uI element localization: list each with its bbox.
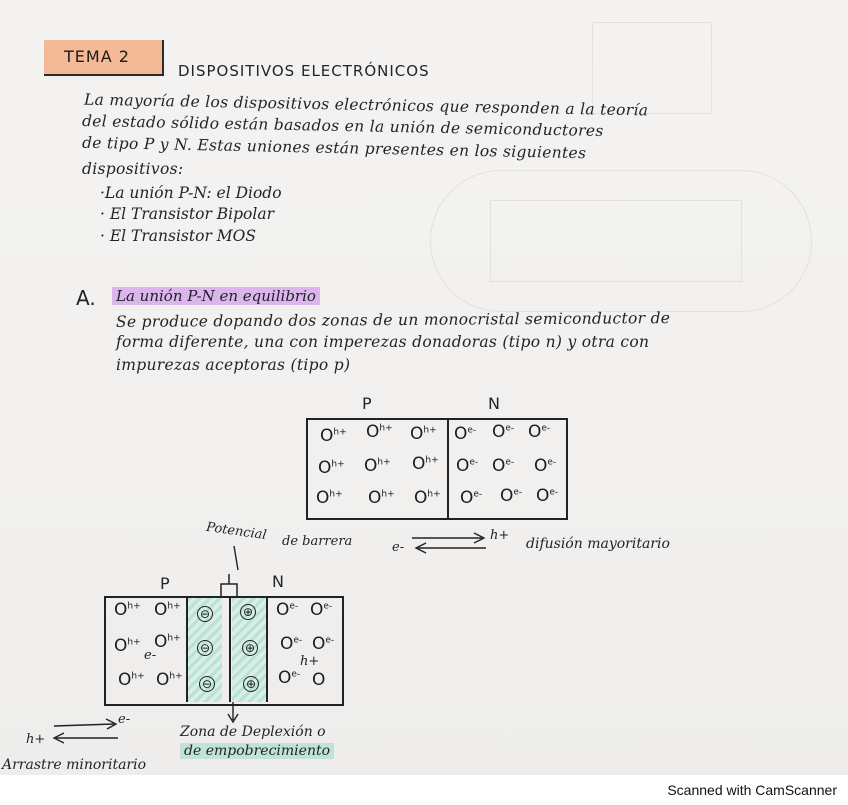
barrera-label: de barrera [282,534,353,549]
hole-carrier: $O^{h+}$ [410,424,437,444]
intro-line-4: dispositivos: [82,160,184,178]
minority-hole: h+ [300,654,320,669]
difusion-e-minus: e- [392,540,405,555]
negative-ion-icon: ⊖ [197,640,213,656]
hole-carrier: $O^{h+}$ [316,488,343,508]
hole-carrier: $O^{h+}$ [318,458,345,478]
scanner-footer [0,775,848,805]
positive-ion-icon: ⊕ [243,676,259,692]
intro-line-3: de tipo P y N. Estas uniones están presentes en los siguientes [81,133,587,163]
section-line-2: forma diferente, una con imperezas donadoras (tipo n) y otra con [116,333,650,351]
positive-ion-icon: ⊕ [240,604,256,620]
electron-carrier: $O^{e-}$ [500,486,523,506]
page-subtitle: DISPOSITIVOS ELECTRÓNICOS [178,62,430,80]
electron-carrier: $O^{e-}$ [492,422,515,442]
bullet-diodo: ·La unión P-N: el Diodo [100,184,282,202]
zona-deplexion-line-2: de empobrecimiento [180,743,334,759]
potencial-pointer [228,544,248,574]
section-letter: A. [76,286,96,310]
difusion-h-plus: h+ [490,528,510,543]
hole-carrier: $O^{h+}$ [118,670,145,690]
section-title: La unión P-N en equilibrio [112,287,320,305]
barrier-potential-symbol [218,572,244,598]
electron-carrier: $O^{e-}$ [280,634,303,654]
arrastre-e-minus: e- [118,712,131,727]
electron-carrier: $O^{e-}$ [492,456,515,476]
positive-ion-icon: ⊕ [242,640,258,656]
electron-carrier: $O^{e-}$ [460,488,483,508]
hole-carrier: $O^{h+}$ [154,632,181,652]
tema-label-box [44,40,164,76]
intro-line-1: La mayoría de los dispositivos electrónicos que responden a la teoría [83,90,649,120]
electron-carrier: $O^{e-}$ [456,456,479,476]
hole-carrier: $O^{h+}$ [368,488,395,508]
zone-divider [229,598,231,702]
diagram1-label-p: P [362,394,372,413]
bullet-transistor-mos: · El Transistor MOS [100,227,256,245]
zone-divider [186,598,188,702]
hole-carrier: $O^{h+}$ [320,426,347,446]
diagram2-label-p: P [160,574,170,593]
potencial-label: Potencial [205,519,268,544]
diagram2-label-n: N [272,572,284,591]
electron-carrier: $O^{e-}$ [276,600,299,620]
hole-carrier: $O^{h+}$ [412,454,439,474]
diagram1-label-n: N [488,394,500,413]
electron-carrier: $O^{e-}$ [310,600,333,620]
electron-carrier: $O^{e-}$ [534,456,557,476]
electron-carrier: $O^{e-}$ [312,634,335,654]
depletion-pointer [226,700,240,726]
section-line-1: Se produce dopando dos zonas de un monocristal semiconductor de [115,309,671,331]
difusion-arrows [404,530,494,556]
hole-carrier: $O^{h+}$ [414,488,441,508]
electron-carrier: $O^{e-}$ [454,424,477,444]
negative-ion-icon: ⊖ [197,606,213,622]
arrastre-h-plus: h+ [26,732,46,747]
electron-carrier: $O^{e-}$ [536,486,559,506]
hole-carrier: $O^{h+}$ [366,422,393,442]
bleed-through-rect [490,200,742,282]
tema-label: TEMA 2 [64,47,130,66]
hole-carrier: $O^{h+}$ [114,600,141,620]
electron-carrier: $O^{e-}$ [528,422,551,442]
difusion-label: difusión mayoritario [526,536,670,552]
negative-ion-icon: ⊖ [199,676,215,692]
zone-divider [266,598,268,702]
hole-carrier: $O^{h+}$ [114,636,141,656]
hole-carrier: $O^{h+}$ [364,456,391,476]
intro-line-2: del estado sólido están basados en la unión de semiconductores [81,111,604,141]
section-line-3: impurezas aceptoras (tipo p) [116,356,351,374]
electron-carrier: $O^{e-}$ [278,668,301,688]
minority-electron: e- [144,648,157,663]
arrastre-arrows [40,716,130,746]
hole-carrier: $O^{h+}$ [154,600,181,620]
scanner-watermark: Scanned with CamScanner [667,782,837,798]
hole-carrier: $O^{h+}$ [156,670,183,690]
electron-carrier: O [312,670,326,690]
bullet-transistor-bipolar: · El Transistor Bipolar [100,205,274,223]
arrastre-label: Arrastre minoritario [2,757,147,773]
zona-deplexion-line-1: Zona de Deplexión o [180,724,326,740]
